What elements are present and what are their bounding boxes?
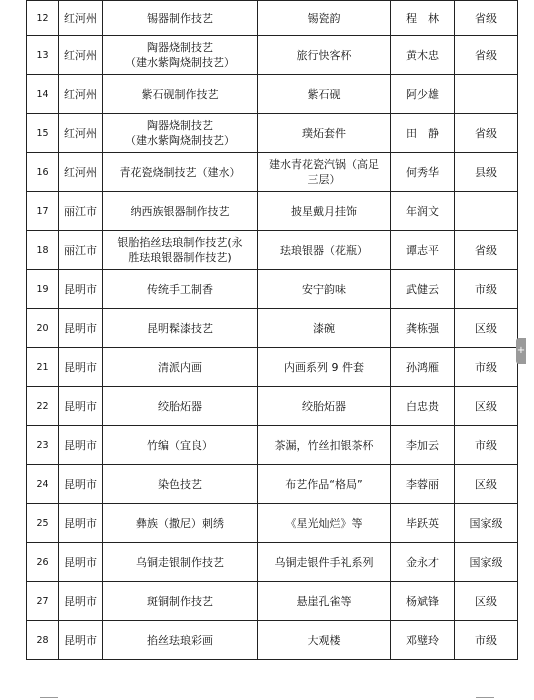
cell-text-line: 清派内画 bbox=[158, 360, 202, 374]
row-number-cell: 23 bbox=[27, 426, 59, 465]
cell-text-line: 染色技艺 bbox=[158, 477, 202, 491]
inheritor-cell: 龚栋强 bbox=[391, 309, 455, 348]
level-cell: 区级 bbox=[455, 387, 518, 426]
level-cell: 省级 bbox=[455, 231, 518, 270]
inheritor-cell: 程 林 bbox=[391, 1, 455, 36]
row-number-cell: 14 bbox=[27, 75, 59, 114]
city-cell: 昆明市 bbox=[59, 426, 103, 465]
table-row bbox=[27, 621, 518, 660]
row-number-cell: 26 bbox=[27, 543, 59, 582]
city-cell: 昆明市 bbox=[59, 270, 103, 309]
work-cell bbox=[258, 192, 391, 231]
cell-text-line: 建水青花瓷汽锅（高足 bbox=[269, 158, 379, 171]
technique-cell bbox=[103, 114, 258, 153]
cell-text-line: 斑铜制作技艺 bbox=[147, 594, 213, 608]
work-cell bbox=[258, 504, 391, 543]
work-cell bbox=[258, 114, 391, 153]
row-number-cell: 12 bbox=[27, 1, 59, 36]
row-number-cell: 24 bbox=[27, 465, 59, 504]
level-cell: 区级 bbox=[455, 465, 518, 504]
cell-text-line: 布艺作品“格局” bbox=[285, 477, 363, 491]
cell-text-line: 纳西族银器制作技艺 bbox=[130, 204, 230, 218]
row-number-cell: 25 bbox=[27, 504, 59, 543]
city-cell: 红河州 bbox=[59, 75, 103, 114]
work-cell bbox=[258, 621, 391, 660]
cell-text-line: 银胎掐丝珐琅制作技艺(永 bbox=[117, 236, 243, 249]
heritage-table bbox=[26, 0, 518, 660]
work-cell bbox=[258, 426, 391, 465]
inheritor-cell: 杨斌锋 bbox=[391, 582, 455, 621]
inheritor-cell: 田 静 bbox=[391, 114, 455, 153]
cell-text-line: 锡瓷韵 bbox=[307, 11, 341, 25]
cell-text-line: 茶漏，竹丝扣银茶杯 bbox=[274, 438, 374, 452]
crop-mark bbox=[476, 697, 494, 698]
level-cell: 省级 bbox=[455, 114, 518, 153]
city-cell: 红河州 bbox=[59, 1, 103, 36]
level-cell: 省级 bbox=[455, 1, 518, 36]
row-number-cell: 16 bbox=[27, 153, 59, 192]
inheritor-cell: 邓璧玲 bbox=[391, 621, 455, 660]
level-cell: 区级 bbox=[455, 309, 518, 348]
inheritor-cell: 李蓉丽 bbox=[391, 465, 455, 504]
city-cell: 红河州 bbox=[59, 153, 103, 192]
technique-cell bbox=[103, 309, 258, 348]
work-cell bbox=[258, 465, 391, 504]
expand-handle-button[interactable] bbox=[516, 338, 526, 364]
inheritor-cell: 白忠贵 bbox=[391, 387, 455, 426]
cell-text-line: （建水紫陶烧制技艺） bbox=[125, 56, 235, 69]
cell-text-line: 传统手工制香 bbox=[147, 282, 213, 296]
technique-cell bbox=[103, 621, 258, 660]
technique-cell bbox=[103, 582, 258, 621]
cell-text-line: 昆明髹漆技艺 bbox=[147, 321, 213, 335]
level-cell: 市级 bbox=[455, 621, 518, 660]
technique-cell bbox=[103, 465, 258, 504]
city-cell: 昆明市 bbox=[59, 348, 103, 387]
cell-text-line: 披星戴月挂饰 bbox=[291, 204, 357, 218]
level-cell: 国家级 bbox=[455, 543, 518, 582]
work-cell bbox=[258, 387, 391, 426]
table-row bbox=[27, 1, 518, 36]
table-row bbox=[27, 348, 518, 387]
table-row bbox=[27, 426, 518, 465]
cell-text-line: 青花瓷烧制技艺（建水） bbox=[119, 165, 241, 179]
cell-text-line: 漆碗 bbox=[313, 321, 335, 335]
level-cell: 市级 bbox=[455, 348, 518, 387]
row-number-cell: 27 bbox=[27, 582, 59, 621]
level-cell bbox=[455, 192, 518, 231]
work-cell bbox=[258, 309, 391, 348]
cell-text-line: 乌铜走银件手礼系列 bbox=[274, 555, 374, 569]
technique-cell bbox=[103, 387, 258, 426]
city-cell: 昆明市 bbox=[59, 621, 103, 660]
level-cell: 市级 bbox=[455, 426, 518, 465]
cell-text-line: 悬崖孔雀等 bbox=[296, 594, 352, 608]
table-body bbox=[27, 1, 518, 660]
row-number-cell: 19 bbox=[27, 270, 59, 309]
cell-text-line: 紫石砚 bbox=[307, 87, 341, 101]
row-number-cell: 13 bbox=[27, 36, 59, 75]
cell-text-line: 绞胎炻器 bbox=[158, 399, 202, 413]
row-number-cell: 15 bbox=[27, 114, 59, 153]
table-row bbox=[27, 75, 518, 114]
table-row bbox=[27, 192, 518, 231]
cell-text-line: 《星光灿烂》等 bbox=[285, 516, 363, 530]
work-cell bbox=[258, 231, 391, 270]
technique-cell bbox=[103, 153, 258, 192]
city-cell: 丽江市 bbox=[59, 192, 103, 231]
inheritor-cell: 黄木忠 bbox=[391, 36, 455, 75]
cell-text-line: 竹编（宜良） bbox=[147, 438, 213, 452]
row-number-cell: 28 bbox=[27, 621, 59, 660]
work-cell bbox=[258, 582, 391, 621]
cell-text-line: 璞炻套件 bbox=[302, 126, 346, 140]
cell-text-line: 珐琅银器（花瓶） bbox=[280, 243, 368, 257]
plus-icon: + bbox=[516, 345, 526, 356]
row-number-cell: 22 bbox=[27, 387, 59, 426]
technique-cell bbox=[103, 231, 258, 270]
level-cell: 县级 bbox=[455, 153, 518, 192]
table-row bbox=[27, 387, 518, 426]
row-number-cell: 18 bbox=[27, 231, 59, 270]
table-row bbox=[27, 270, 518, 309]
work-cell bbox=[258, 153, 391, 192]
inheritor-cell: 李加云 bbox=[391, 426, 455, 465]
work-cell bbox=[258, 348, 391, 387]
level-cell bbox=[455, 75, 518, 114]
inheritor-cell: 年润文 bbox=[391, 192, 455, 231]
work-cell bbox=[258, 270, 391, 309]
cell-text-line: 胜珐琅银器制作技艺) bbox=[128, 251, 232, 264]
level-cell: 省级 bbox=[455, 36, 518, 75]
table-row bbox=[27, 543, 518, 582]
cell-text-line: 掐丝珐琅彩画 bbox=[147, 633, 213, 647]
technique-cell bbox=[103, 192, 258, 231]
technique-cell bbox=[103, 75, 258, 114]
inheritor-cell: 谭志平 bbox=[391, 231, 455, 270]
cell-text-line: （建水紫陶烧制技艺） bbox=[125, 134, 235, 147]
cell-text-line: 彝族（撒尼）刺绣 bbox=[136, 516, 224, 530]
level-cell: 国家级 bbox=[455, 504, 518, 543]
level-cell: 区级 bbox=[455, 582, 518, 621]
cell-text-line: 乌铜走银制作技艺 bbox=[136, 555, 224, 569]
document-page bbox=[26, 0, 517, 700]
technique-cell bbox=[103, 504, 258, 543]
inheritor-cell: 武健云 bbox=[391, 270, 455, 309]
work-cell bbox=[258, 75, 391, 114]
table-row bbox=[27, 231, 518, 270]
work-cell bbox=[258, 543, 391, 582]
city-cell: 昆明市 bbox=[59, 582, 103, 621]
cell-text-line: 旅行快客杯 bbox=[296, 48, 352, 62]
cell-text-line: 绞胎炻器 bbox=[302, 399, 346, 413]
city-cell: 昆明市 bbox=[59, 309, 103, 348]
cell-text-line: 陶器烧制技艺 bbox=[147, 41, 213, 54]
city-cell: 昆明市 bbox=[59, 504, 103, 543]
crop-mark bbox=[40, 697, 58, 698]
city-cell: 红河州 bbox=[59, 36, 103, 75]
table-row bbox=[27, 465, 518, 504]
level-cell: 市级 bbox=[455, 270, 518, 309]
work-cell bbox=[258, 1, 391, 36]
cell-text-line: 锡器制作技艺 bbox=[147, 11, 213, 25]
cell-text-line: 紫石砚制作技艺 bbox=[141, 87, 219, 101]
technique-cell bbox=[103, 543, 258, 582]
table-row bbox=[27, 36, 518, 75]
table-row bbox=[27, 153, 518, 192]
cell-text-line: 内画系列 9 件套 bbox=[284, 360, 364, 374]
table-row bbox=[27, 114, 518, 153]
technique-cell bbox=[103, 348, 258, 387]
row-number-cell: 20 bbox=[27, 309, 59, 348]
table-row bbox=[27, 504, 518, 543]
cell-text-line: 三层） bbox=[307, 173, 341, 186]
cell-text-line: 安宁韵味 bbox=[302, 282, 346, 296]
inheritor-cell: 何秀华 bbox=[391, 153, 455, 192]
city-cell: 红河州 bbox=[59, 114, 103, 153]
work-cell bbox=[258, 36, 391, 75]
technique-cell bbox=[103, 426, 258, 465]
page-bottom-marks bbox=[0, 694, 534, 700]
table-row bbox=[27, 309, 518, 348]
inheritor-cell: 孙鸿雁 bbox=[391, 348, 455, 387]
cell-text-line: 大观楼 bbox=[307, 633, 341, 647]
technique-cell bbox=[103, 1, 258, 36]
row-number-cell: 17 bbox=[27, 192, 59, 231]
technique-cell bbox=[103, 270, 258, 309]
cell-text-line: 陶器烧制技艺 bbox=[147, 119, 213, 132]
inheritor-cell: 毕跃英 bbox=[391, 504, 455, 543]
city-cell: 昆明市 bbox=[59, 543, 103, 582]
city-cell: 丽江市 bbox=[59, 231, 103, 270]
inheritor-cell: 金永才 bbox=[391, 543, 455, 582]
city-cell: 昆明市 bbox=[59, 465, 103, 504]
city-cell: 昆明市 bbox=[59, 387, 103, 426]
technique-cell bbox=[103, 36, 258, 75]
table-row bbox=[27, 582, 518, 621]
inheritor-cell: 阿少雄 bbox=[391, 75, 455, 114]
row-number-cell: 21 bbox=[27, 348, 59, 387]
